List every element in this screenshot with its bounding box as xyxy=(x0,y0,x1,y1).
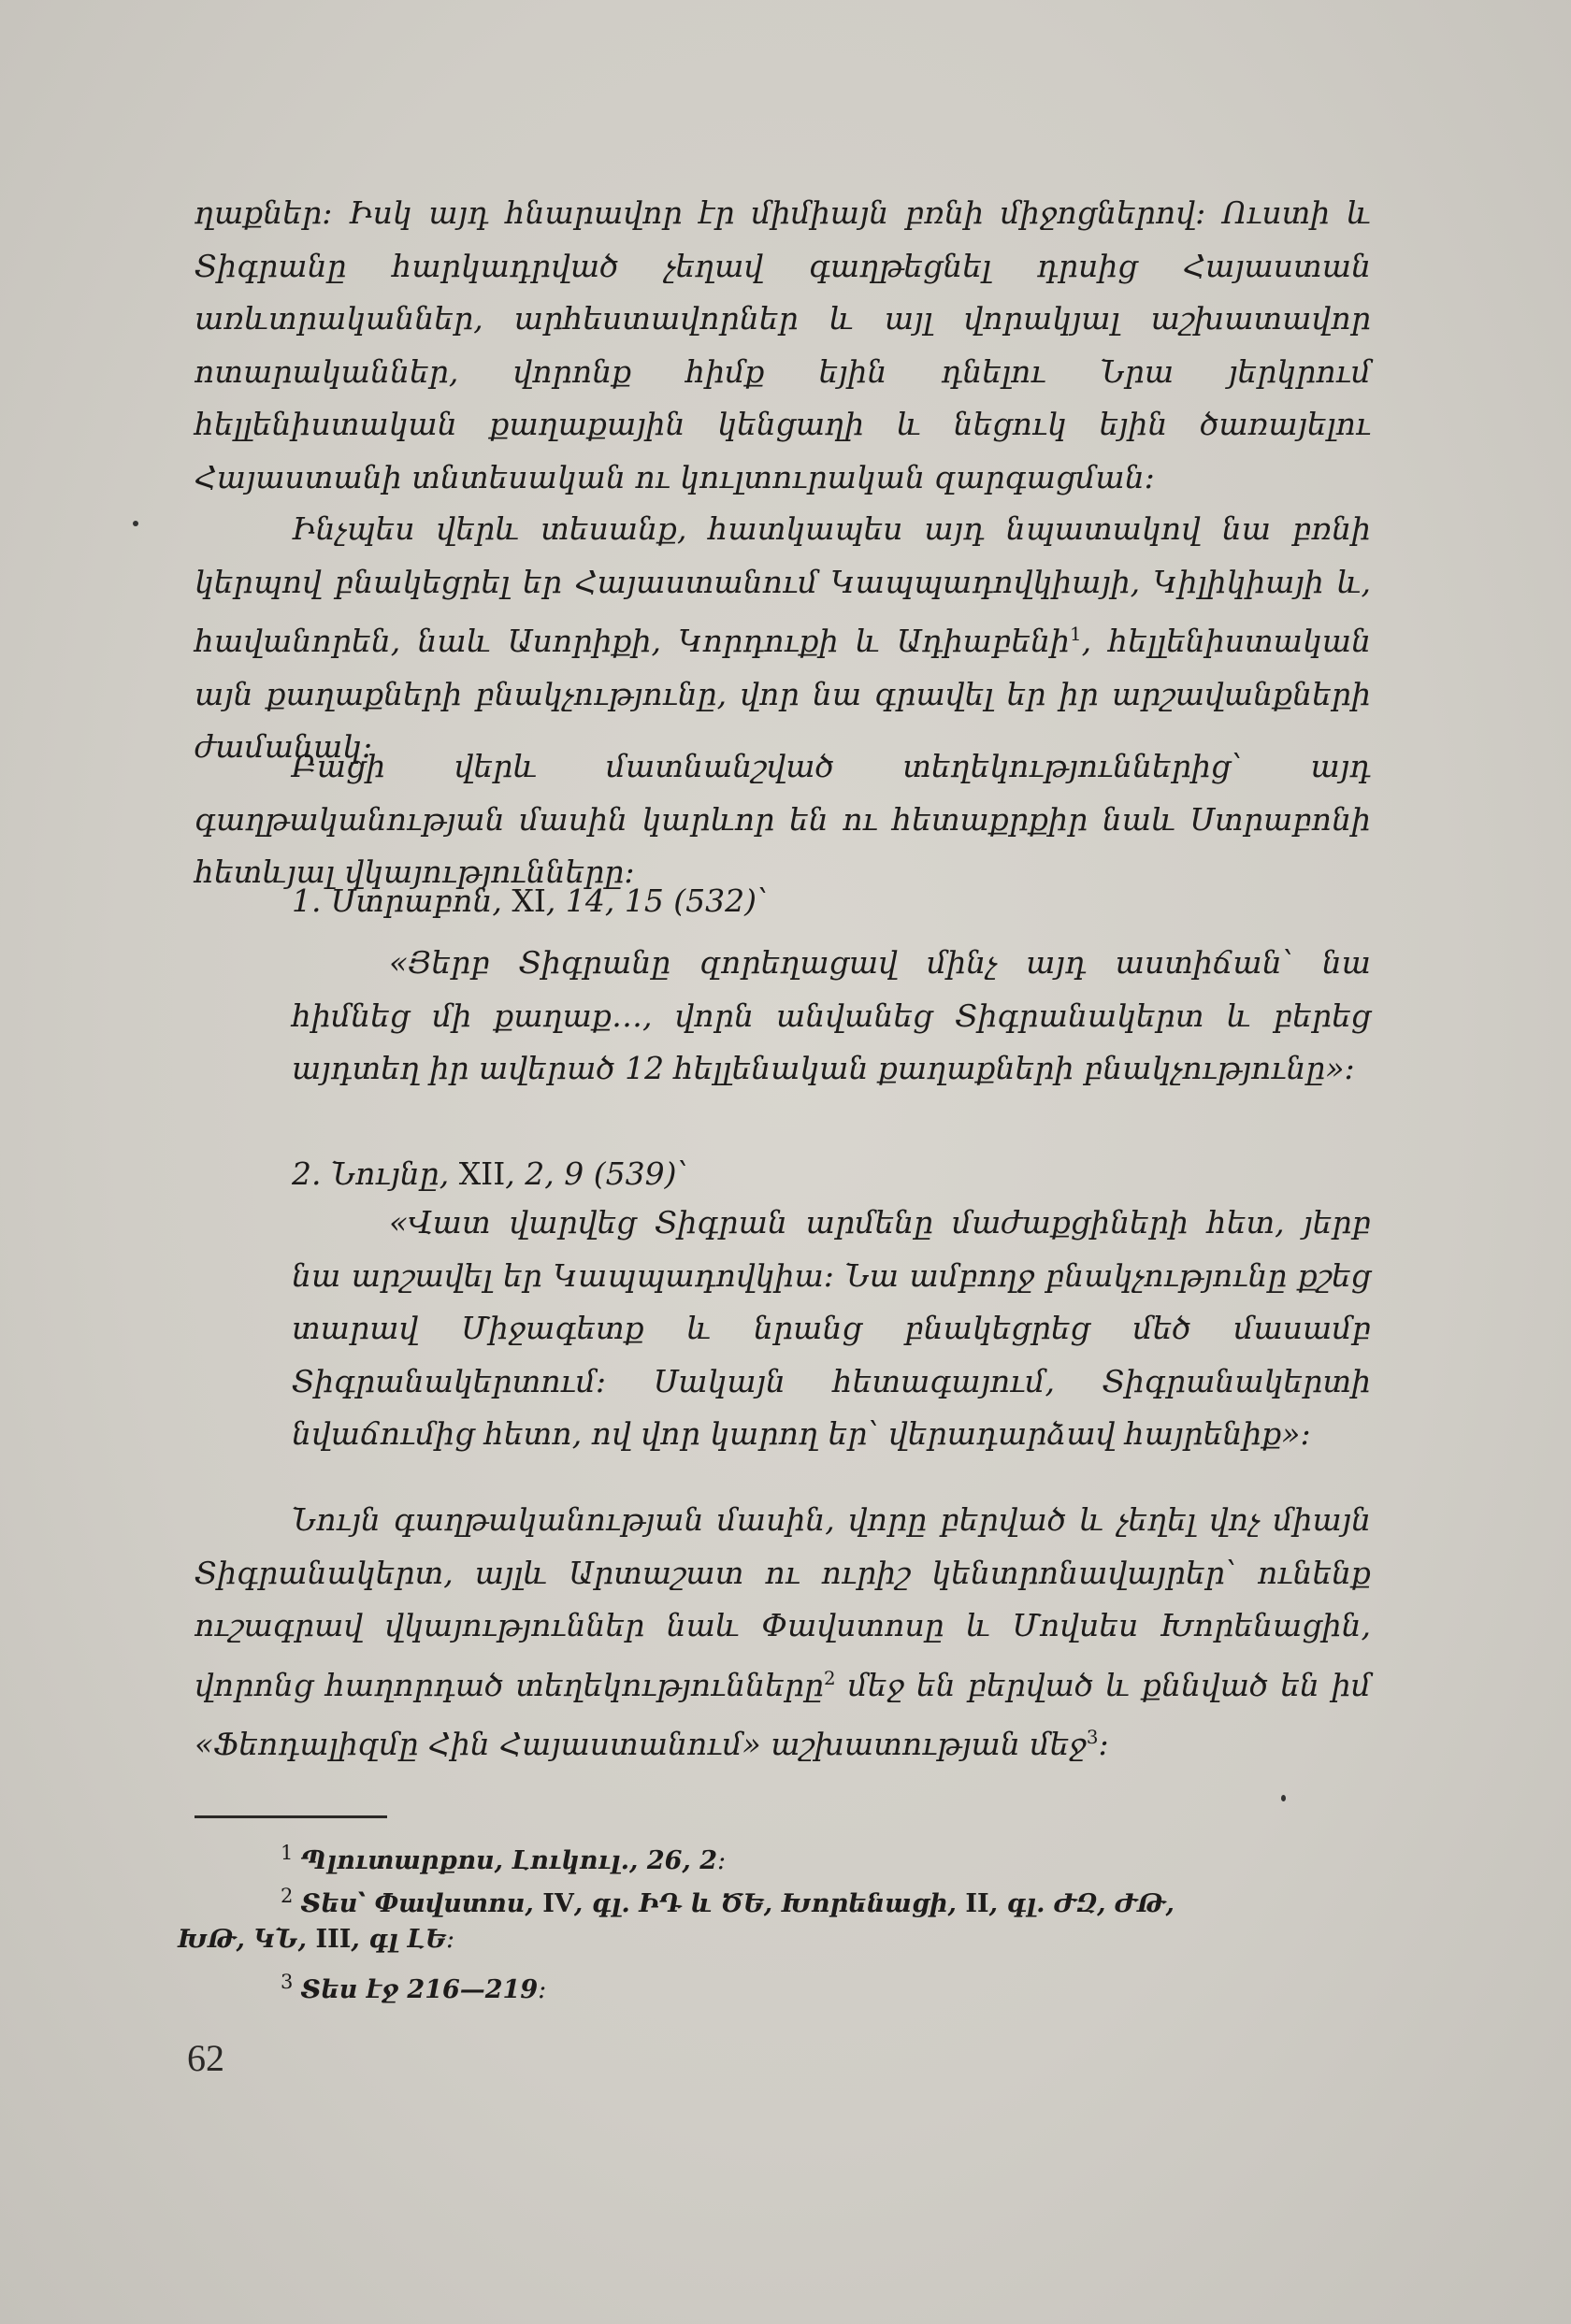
paragraph-4 xyxy=(195,1494,1371,1772)
citation-2-source: 2. Նույնը, xyxy=(292,1155,459,1192)
footnote-2-continued xyxy=(178,1918,454,1960)
paragraph-4-text: Նույն գաղթականության մասին, վորը բերված և չեղել վոչ միայն Տիգրանակերտ, այլև Արտաշատ ու ուրիշ կենտրոնավայրեր՝ ունենք ուշագրավ վկայություններ նաև Փավստոսը և Մովսես Խորենացին, վորոնց հաղորդած տեղեկությունները xyxy=(195,1501,1371,1703)
footnote-ref-3: 3 xyxy=(1086,1727,1099,1748)
citation-2-ref: , 2, 9 (539)՝ xyxy=(505,1155,688,1192)
footnote-divider xyxy=(195,1815,387,1818)
footnote-2-part-e: , գլ ԼԵ։ xyxy=(351,1925,455,1954)
footnote-2-part-d: ԽԹ, ԿՆ, xyxy=(178,1925,316,1954)
paragraph-2 xyxy=(195,503,1371,774)
citation-1-source: 1. Ստրաբոն, xyxy=(292,882,512,919)
paragraph-3-text: Բացի վերև մատնանշված տեղեկություններից՝ այդ գաղթականության մասին կարևոր են ու հետաքրքիր նաև Ստրաբոնի հետևյալ վկայությունները։ xyxy=(195,748,1371,890)
footnote-3-number: 3 xyxy=(281,1971,294,1993)
footnote-ref-1: 1 xyxy=(1069,624,1082,645)
footnote-3-text: Տես էջ 216—219։ xyxy=(300,1975,547,2004)
citation-1-book: XI xyxy=(512,882,546,919)
citation-2-book: XII xyxy=(458,1155,506,1192)
paragraph-4-end: ։ xyxy=(1098,1726,1109,1762)
footnote-2-roman-1: IV xyxy=(542,1889,574,1918)
paragraph-1-text: ղաքներ։ Իսկ այդ հնարավոր էր միմիայն բռնի միջոցներով։ Ուստի և Տիգրանը հարկադրված չեղավ գաղթեցնել դրսից Հայաստան առևտրականներ, արհեստավորներ և այլ վորակյալ աշխատավոր ոտարականներ, վորոնք հիմք եյին դնելու Նրա յերկրում հելլենիստական քաղաքային կենցաղի և նեցուկ եյին ծառայելու Հայաստանի տնտեսական ու կուլտուրական զարգացման։ xyxy=(195,194,1371,495)
paragraph-2-end: , հելլենիստական այն քաղաքների բնակչությունը, վոր նա գրավել եր իր արշավանքների ժամանակ։ xyxy=(195,623,1371,765)
paragraph-1 xyxy=(195,187,1371,504)
footnote-1-number: 1 xyxy=(281,1842,294,1864)
footnote-2-part-c: , գլ. ԺԶ, ԺԹ, xyxy=(988,1889,1175,1918)
footnote-2-number: 2 xyxy=(281,1885,294,1907)
citation-1-ref: , 14, 15 (532)՝ xyxy=(545,882,769,919)
quote-2 xyxy=(292,1197,1371,1461)
quote-1-text: «Յերբ Տիգրանը զորեղացավ մինչ այդ աստիճան՝ նա հիմնեց մի քաղաք…, վորն անվանեց Տիգրանակերտ և բերեց այդտեղ իր ավերած 12 հելլենական քաղաքների բնակչությունը»։ xyxy=(292,944,1371,1086)
footnote-3 xyxy=(281,1961,546,2011)
footnote-ref-2: 2 xyxy=(824,1667,836,1689)
footnote-1-text: Պլուտարքոս, Լուկուլ., 26, 2։ xyxy=(300,1846,727,1875)
footnote-2-part-b: , գլ. ԻԴ և ԾԵ, Խորենացի, xyxy=(573,1889,966,1918)
print-speck xyxy=(1281,1795,1286,1801)
footnote-2-roman-3: III xyxy=(315,1925,352,1954)
quote-1 xyxy=(292,937,1371,1096)
quote-2-text: «Վատ վարվեց Տիգրան արմենը մաժաքցիների հետ, յերբ նա արշավել եր Կապպադովկիա։ Նա ամբողջ բնակչությունը քշեց տարավ Միջագետք և նրանց բնակեցրեց մեծ մասամբ Տիգրանակերտում։ Սակայն հետագայում, Տիգրանակերտի նվաճումից հետո, ով վոր կարող եր՝ վերադարձավ հայրենիք»։ xyxy=(292,1204,1371,1452)
paragraph-2-text: Ինչպես վերև տեսանք, հատկապես այդ նպատակով նա բռնի կերպով բնակեցրել եր Հայաստանում Կապպադովկիայի, Կիլիկիայի և, հավանորեն, նաև Ասորիքի, Կորդուքի և Ադիաբենի xyxy=(195,510,1371,659)
page-number: 62 xyxy=(187,2037,224,2079)
citation-heading-1 xyxy=(292,875,768,927)
footnote-2-roman-2: II xyxy=(965,1889,989,1918)
print-speck xyxy=(133,521,138,526)
citation-heading-2 xyxy=(292,1148,687,1200)
footnote-2-part-a: Տես՝ Փավստոս, xyxy=(300,1889,543,1918)
paragraph-4-mid: մեջ են բերված և քննված են իմ «Ֆեոդալիզմը Հին Հայաստանում» աշխատության մեջ xyxy=(195,1666,1371,1762)
